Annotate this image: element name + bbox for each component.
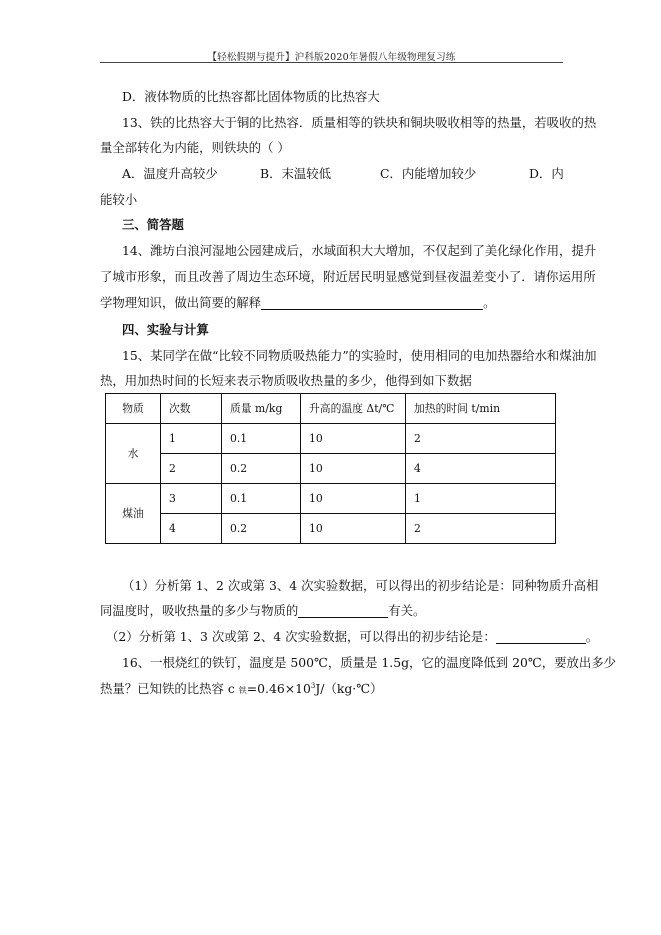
table-cell: 2 bbox=[406, 514, 556, 544]
q16-subscript: 铁 bbox=[238, 686, 247, 695]
header-divider bbox=[100, 62, 563, 63]
table-header-cell: 质量 m/kg bbox=[222, 394, 301, 424]
q16-line2 bbox=[100, 679, 383, 697]
q13-stem-line2: 量全部转化为内能，则铁块的（ ） bbox=[100, 140, 290, 155]
q16-value: =0.46×10 bbox=[246, 681, 311, 696]
table-header-cell: 物质 bbox=[106, 394, 161, 424]
q13-option-c: C．内能增加较少 bbox=[380, 166, 477, 181]
q15-part1-line1: （1）分析第 1、2 次或第 3、4 次实验数据，可以得出的初步结论是：同种物质升高相 bbox=[122, 578, 599, 593]
q16-exponent: 3 bbox=[310, 681, 316, 690]
table-cell: 1 bbox=[406, 484, 556, 514]
table-header-cell: 加热的时间 t/min bbox=[406, 394, 556, 424]
table-cell: 0.1 bbox=[222, 424, 301, 454]
q15-part1-line2 bbox=[100, 601, 425, 619]
table-header-row bbox=[106, 394, 556, 424]
q14-line1: 14、潍坊白浪河湿地公园建成后，水域面积大大增加，不仅起到了美化绿化作用，提升 bbox=[122, 243, 597, 258]
table-cell: 3 bbox=[161, 484, 222, 514]
q14-line3 bbox=[100, 293, 495, 311]
table-row bbox=[106, 424, 556, 454]
q14-answer-blank[interactable] bbox=[261, 296, 483, 310]
q16-line1: 16、一根烧红的铁钉，温度是 500℃，质量是 1.5g，它的温度降低到 20℃，要放出多少 bbox=[122, 655, 617, 670]
experiment-data-table bbox=[105, 393, 556, 544]
q13-option-d: D．内 bbox=[529, 166, 564, 181]
section-title-short-answer: 三、简答题 bbox=[122, 217, 184, 232]
q15-part2-text: （2）分析第 1、3 次或第 2、4 次实验数据，可以得出的初步结论是： bbox=[106, 629, 496, 644]
table-cell: 0.2 bbox=[222, 454, 301, 484]
table-row bbox=[106, 484, 556, 514]
table-row bbox=[106, 514, 556, 544]
table-cell: 4 bbox=[161, 514, 222, 544]
table-cell: 2 bbox=[161, 454, 222, 484]
q13-option-d-wrap: 能较小 bbox=[100, 192, 138, 207]
table-header-cell: 升高的温度 Δt/℃ bbox=[301, 394, 406, 424]
q15-part1-end: 有关。 bbox=[388, 603, 426, 618]
q13-stem-line1: 13、铁的比热容大于铜的比热容．质量相等的铁块和铜块吸收相等的热量，若吸收的热 bbox=[122, 115, 597, 130]
table-cell: 10 bbox=[301, 454, 406, 484]
table-cell: 2 bbox=[406, 424, 556, 454]
q14-line3-end: 。 bbox=[483, 295, 496, 310]
table-cell: 10 bbox=[301, 514, 406, 544]
q13-option-a: A．温度升高较少 bbox=[122, 166, 218, 181]
q16-line2-text: 热量？已知铁的比热容 c bbox=[100, 681, 239, 696]
table-cell: 0.1 bbox=[222, 484, 301, 514]
q14-line2: 了城市形象，而且改善了周边生态环境，附近居民明显感觉到昼夜温差变小了．请你运用所 bbox=[100, 269, 596, 284]
q14-line3-text: 学物理知识，做出简要的解释 bbox=[100, 295, 262, 310]
q15-line1: 15、某同学在做“比较不同物质吸热能力”的实验时，使用相同的电加热器给水和煤油加 bbox=[122, 348, 597, 363]
q15-part2-answer-blank[interactable] bbox=[496, 630, 586, 644]
table-cell: 0.2 bbox=[222, 514, 301, 544]
q15-part2-line bbox=[106, 627, 598, 645]
q15-part1-text: 同温度时，吸收热量的多少与物质的 bbox=[100, 603, 299, 618]
q15-line2: 热，用加热时间的长短来表示物质吸收热量的多少，他得到如下数据 bbox=[100, 373, 472, 388]
q15-part2-end: 。 bbox=[585, 629, 599, 644]
table-cell: 10 bbox=[301, 424, 406, 454]
table-cell: 10 bbox=[301, 484, 406, 514]
table-cell: 4 bbox=[406, 454, 556, 484]
table-cell: 1 bbox=[161, 424, 222, 454]
substance-cell: 煤油 bbox=[106, 484, 161, 544]
substance-cell: 水 bbox=[106, 424, 161, 484]
q12-option-d: D．液体物质的比热容都比固体物质的比热容大 bbox=[122, 89, 380, 104]
table-header-cell: 次数 bbox=[161, 394, 222, 424]
section-title-experiment: 四、实验与计算 bbox=[122, 322, 209, 337]
page-header: 【轻松假期与提升】沪科版2020年暑假八年级物理复习练 bbox=[207, 52, 456, 63]
q15-part1-answer-blank[interactable] bbox=[298, 604, 388, 618]
table-row bbox=[106, 454, 556, 484]
q13-options bbox=[0, 164, 661, 182]
q16-unit: J/（kg·℃） bbox=[315, 681, 383, 696]
q13-option-b: B．末温较低 bbox=[260, 166, 332, 181]
